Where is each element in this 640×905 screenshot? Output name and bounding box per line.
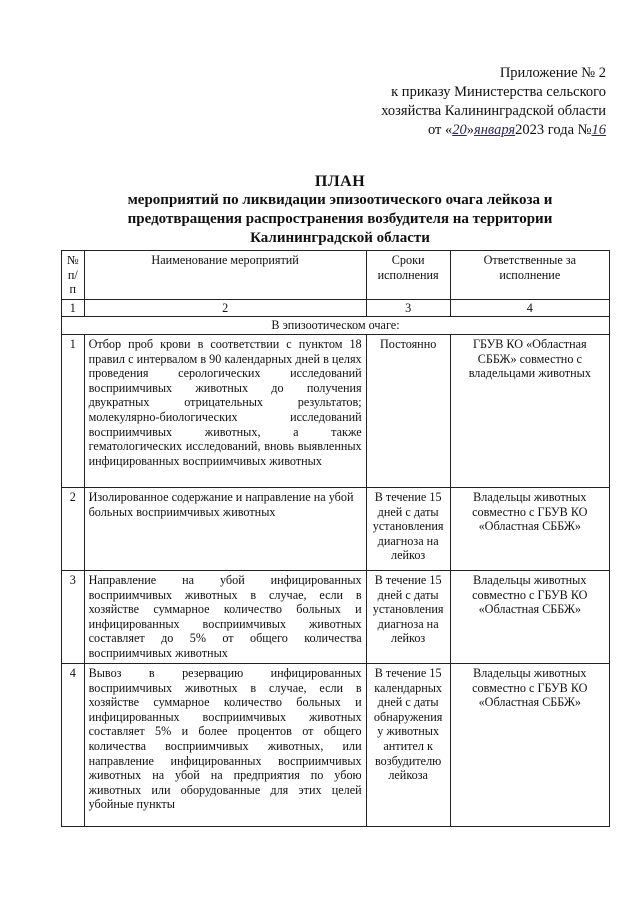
row-number: 4 — [62, 663, 85, 826]
table-header-row — [62, 251, 610, 300]
measure-responsible: ГБУВ КО «Областная СББЖ» совместно с владельцами животных — [450, 334, 609, 487]
header-responsible: Ответственные за исполнение — [450, 251, 609, 300]
measure-responsible: Владельцы животных совместно с ГБУВ КО «Областная СББЖ» — [450, 570, 609, 663]
row-number: 3 — [62, 570, 85, 663]
measure-name: Направление на убой инфицированных восприимчивых животных в случае, если в хозяйстве суммарное количество больных и инфицированных восприимчивых животных составляет до 5% от общего количества восприимчивых животных — [84, 570, 366, 663]
measure-term: В течение 15 дней с даты установления диагноза на лейкоз — [366, 570, 450, 663]
header-term: Сроки исполнения — [366, 251, 450, 300]
table-row — [62, 334, 610, 487]
table-row — [62, 487, 610, 570]
measure-name: Вывоз в резервацию инфицированных восприимчивых животных в случае, если в хозяйстве суммарное количество больных и инфицированных восприимчивых животных составляет 5% и более процентов от общего количества восприимчивых животных, или направление инфицированных восприимчивых животных на убой на предприятия по убою животных или оборудованные для этих целей убойные пункты — [84, 663, 366, 826]
appendix-header — [300, 64, 606, 140]
handwritten-month: января — [473, 122, 516, 138]
column-number: 3 — [366, 299, 450, 317]
appendix-number: Приложение № 2 — [499, 65, 606, 81]
section-title: В эпизоотическом очаге: — [62, 317, 610, 335]
section-row — [62, 317, 610, 335]
column-number: 4 — [450, 299, 609, 317]
measure-responsible: Владельцы животных совместно с ГБУВ КО «Областная СББЖ» — [450, 663, 609, 826]
measure-name: Отбор проб крови в соответствии с пунктом 18 правил с интервалом в 90 календарных дней в целях проведения серологических исследований восприимчивых животных до получения двукратных отрицательных результатов; молекулярно-биологических исследований восприимчивых животных, а также гематологических исследований, вновь выявленных инфицированных восприимчивых животных — [84, 334, 366, 487]
order-date-line — [300, 121, 606, 140]
row-number: 1 — [62, 334, 85, 487]
title-line-1: мероприятий по ликвидации эпизоотического очага лейкоза и — [127, 192, 553, 208]
order-reference: к приказу Министерства сельского — [391, 84, 606, 100]
measure-responsible: Владельцы животных совместно с ГБУВ КО «Областная СББЖ» — [450, 487, 609, 570]
measure-term: Постоянно — [366, 334, 450, 487]
plan-heading: ПЛАН — [314, 173, 366, 190]
year-text: 2023 года № — [515, 122, 592, 138]
measure-term: В течение 15 календарных дней с даты обнаружения у животных антител к возбудителю лейкоза — [366, 663, 450, 826]
title-line-3: Калининградской области — [250, 230, 430, 246]
document-title — [80, 172, 600, 248]
column-number: 1 — [62, 299, 85, 317]
header-name: Наименование мероприятий — [84, 251, 366, 300]
measures-table — [61, 250, 610, 827]
table-row — [62, 570, 610, 663]
date-mid: » — [466, 122, 474, 138]
header-num: № п/п — [62, 251, 85, 300]
table-row — [62, 663, 610, 826]
date-prefix: от « — [427, 122, 453, 138]
measure-name: Изолированное содержание и направление на убой больных восприимчивых животных — [84, 487, 366, 570]
handwritten-order-number: 16 — [591, 122, 606, 138]
handwritten-day: 20 — [452, 122, 467, 138]
column-number-row — [62, 299, 610, 317]
column-number: 2 — [84, 299, 366, 317]
ministry-name: хозяйства Калининградской области — [381, 103, 606, 119]
row-number: 2 — [62, 487, 85, 570]
measure-term: В течение 15 дней с даты установления диагноза на лейкоз — [366, 487, 450, 570]
title-line-2: предотвращения распространения возбудителя на территории — [127, 211, 553, 227]
